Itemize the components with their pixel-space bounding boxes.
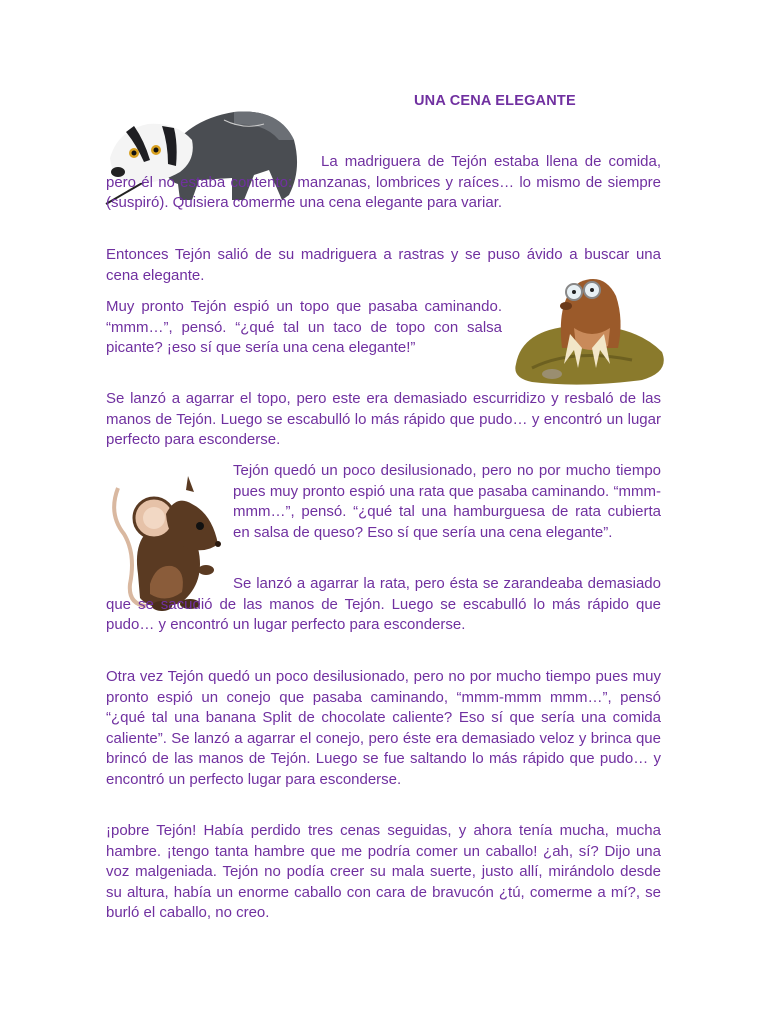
paragraph-7: Otra vez Tejón quedó un poco desilusionado, pero no por mucho tiempo pues muy pronto espió un conejo que pasaba caminando, “mmm-mmm mmm…”, pensó “¿qué tal una banana Split de chocolate caliente? Eso sí que sería una comida caliente”. Se lanzó a agarrar el conejo, pero éste era demasiado veloz y brinca que brincó de las manos de Tejón. Luego se fue saltando lo más rápido que pudo… y encontró un perfecto lugar para esconderse. bbox=[106, 668, 661, 788]
paragraph-3: Muy pronto Tejón espió un topo que pasaba caminando. “mmm…”, pensó. “¿qué tal un taco de topo con salsa picante? ¡eso sí que sería una cena elegante!” bbox=[106, 298, 502, 357]
paragraph-6: Se lanzó a agarrar la rata, pero ésta se zarandeaba demasiado que se sacudió de las manos de Tejón. Luego se escabulló lo más rápido que pudo… y encontró un lugar perfecto para esconderse. bbox=[106, 575, 661, 634]
paragraph-5: Tejón quedó un poco desilusionado, pero no por mucho tiempo pues muy pronto espió una rata que pasaba caminando. “mmm-mmm…”, pensó. “¿qué tal una hamburguesa de rata cubierta en salsa de queso? Eso sí que sería una cena elegante”. bbox=[233, 462, 661, 541]
paragraph-4: Se lanzó a agarrar el topo, pero este era demasiado escurridizo y resbaló de las manos de Tejón. Luego se escabulló lo más rápido que pudo… y encontró un lugar perfecto para esconderse. bbox=[106, 390, 661, 449]
paragraph-8: ¡pobre Tejón! Había perdido tres cenas seguidas, y ahora tenía mucha, mucha hambre. ¡tengo tanta hambre que me podría comer un caballo! ¿ah, sí? Dijo una voz malgeniada. Tejón no podía creer su mala suerte, justo allí, mirándolo desde su altura, había un enorme caballo con cara de bravucón ¿tú, comerme a mí?, se burló el caballo, no creo. bbox=[106, 822, 661, 922]
page-title: UNA CENA ELEGANTE bbox=[414, 93, 576, 109]
paragraph-2: Entonces Tejón salió de su madriguera a rastras y se puso ávido a buscar una cena elegante. bbox=[106, 246, 661, 284]
paragraph-1: La madriguera de Tejón estaba llena de comida, pero él no estaba contento: manzanas, lombrices y raíces… lo mismo de siempre (suspiró). Quisiera comerme una cena elegante para variar. bbox=[106, 153, 661, 212]
